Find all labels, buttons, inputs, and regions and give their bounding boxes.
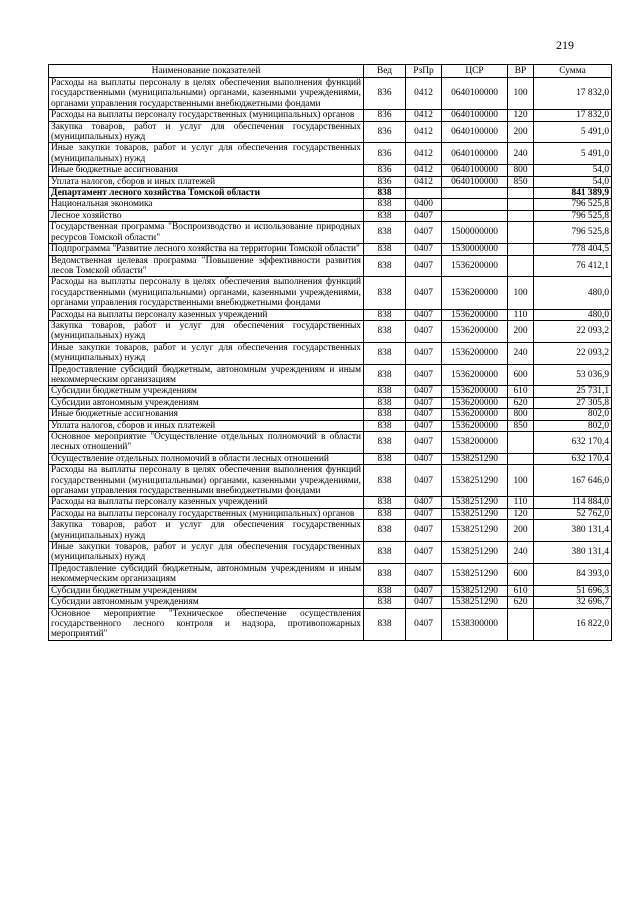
cell-name: Предоставление субсидий бюджетным, автономным учреждениям и иным некоммерческим организациям (49, 563, 364, 585)
cell-ved: 838 (364, 420, 406, 431)
cell-name: Основное мероприятие "Осуществление отдельных полномочий в области лесных отношений" (49, 432, 364, 454)
cell-csr: 1536200000 (442, 320, 508, 342)
cell-sum: 802,0 (534, 409, 612, 420)
cell-vr: 850 (508, 176, 534, 187)
cell-vr: 240 (508, 542, 534, 564)
cell-sum: 480,0 (534, 309, 612, 320)
cell-sum: 114 884,0 (534, 497, 612, 508)
table-row (49, 320, 612, 342)
table-row (49, 597, 612, 608)
cell-csr: 1500000000 (442, 222, 508, 244)
cell-ved: 838 (364, 508, 406, 519)
table-row (49, 143, 612, 165)
table-header-row (49, 65, 612, 78)
cell-csr (442, 188, 508, 199)
cell-vr: 200 (508, 520, 534, 542)
cell-csr: 1538251290 (442, 597, 508, 608)
cell-name: Расходы на выплаты персоналу государственных (муниципальных) органов (49, 508, 364, 519)
cell-sum: 778 404,5 (534, 244, 612, 255)
cell-sum: 51 696,3 (534, 585, 612, 596)
page-number: 219 (556, 38, 574, 52)
cell-ved: 838 (364, 277, 406, 309)
cell-sum: 796 525,8 (534, 222, 612, 244)
cell-sum: 17 832,0 (534, 78, 612, 110)
cell-name: Закупка товаров, работ и услуг для обеспечения государственных (муниципальных) нужд (49, 520, 364, 542)
header-vr: ВР (508, 65, 534, 78)
header-ved: Вед (364, 65, 406, 78)
cell-vr (508, 199, 534, 210)
cell-csr: 0640100000 (442, 143, 508, 165)
cell-name: Иные закупки товаров, работ и услуг для обеспечения государственных (муниципальных) нужд (49, 342, 364, 364)
cell-rzpr: 0407 (406, 542, 442, 564)
cell-vr: 200 (508, 121, 534, 143)
cell-csr: 1538251290 (442, 508, 508, 519)
cell-vr: 240 (508, 342, 534, 364)
cell-name: Национальная экономика (49, 199, 364, 210)
cell-vr: 620 (508, 397, 534, 408)
cell-sum: 76 412,1 (534, 255, 612, 277)
cell-sum: 84 393,0 (534, 563, 612, 585)
cell-sum: 5 491,0 (534, 121, 612, 143)
cell-vr: 110 (508, 309, 534, 320)
cell-name: Расходы на выплаты персоналу казенных учреждений (49, 309, 364, 320)
header-rzpr: РзПр (406, 65, 442, 78)
table-row (49, 121, 612, 143)
cell-ved: 838 (364, 210, 406, 221)
cell-csr: 1536200000 (442, 255, 508, 277)
cell-csr: 1538251290 (442, 453, 508, 464)
cell-sum: 32 696,7 (534, 597, 612, 608)
cell-rzpr: 0407 (406, 508, 442, 519)
cell-name: Расходы на выплаты персоналу казенных учреждений (49, 497, 364, 508)
cell-name: Иные закупки товаров, работ и услуг для обеспечения государственных (муниципальных) нужд (49, 542, 364, 564)
cell-vr: 100 (508, 277, 534, 309)
cell-csr (442, 199, 508, 210)
cell-rzpr: 0412 (406, 78, 442, 110)
cell-ved: 838 (364, 397, 406, 408)
cell-name: Департамент лесного хозяйства Томской области (49, 188, 364, 199)
cell-vr (508, 608, 534, 640)
cell-vr: 100 (508, 465, 534, 497)
cell-vr: 800 (508, 409, 534, 420)
cell-rzpr (406, 188, 442, 199)
cell-name: Расходы на выплаты персоналу в целях обеспечения выполнения функций государственными (муниципальными) органами, казенными учреждениями, органами управления государственными внебюджетными фондами (49, 277, 364, 309)
table-row (49, 585, 612, 596)
cell-name: Ведомственная целевая программа "Повышение эффективности развития лесов Томской области" (49, 255, 364, 277)
cell-csr: 1538251290 (442, 465, 508, 497)
cell-rzpr: 0407 (406, 420, 442, 431)
cell-rzpr: 0407 (406, 255, 442, 277)
cell-csr: 1538251290 (442, 563, 508, 585)
cell-name: Субсидии автономным учреждениям (49, 597, 364, 608)
cell-vr (508, 222, 534, 244)
cell-ved: 838 (364, 563, 406, 585)
cell-ved: 838 (364, 542, 406, 564)
cell-rzpr: 0407 (406, 597, 442, 608)
cell-vr (508, 244, 534, 255)
cell-sum: 5 491,0 (534, 143, 612, 165)
cell-rzpr: 0407 (406, 277, 442, 309)
cell-sum: 796 525,8 (534, 210, 612, 221)
cell-ved: 838 (364, 432, 406, 454)
table-row (49, 199, 612, 210)
cell-ved: 838 (364, 199, 406, 210)
table-row (49, 453, 612, 464)
table-row (49, 420, 612, 431)
cell-vr: 200 (508, 320, 534, 342)
cell-rzpr: 0407 (406, 386, 442, 397)
table-row (49, 165, 612, 176)
cell-vr: 110 (508, 497, 534, 508)
cell-ved: 838 (364, 465, 406, 497)
cell-name: Осуществление отдельных полномочий в области лесных отношений (49, 453, 364, 464)
cell-csr: 1538251290 (442, 542, 508, 564)
cell-rzpr: 0412 (406, 165, 442, 176)
cell-sum: 54,0 (534, 165, 612, 176)
cell-rzpr: 0407 (406, 432, 442, 454)
table-row (49, 110, 612, 121)
cell-sum: 22 093,2 (534, 320, 612, 342)
cell-sum: 841 389,9 (534, 188, 612, 199)
cell-name: Расходы на выплаты персоналу государственных (муниципальных) органов (49, 110, 364, 121)
cell-ved: 838 (364, 453, 406, 464)
cell-rzpr: 0407 (406, 409, 442, 420)
cell-sum: 380 131,4 (534, 520, 612, 542)
cell-vr: 240 (508, 143, 534, 165)
cell-name: Государственная программа "Воспроизводство и использование природных ресурсов Томской области" (49, 222, 364, 244)
cell-rzpr: 0407 (406, 320, 442, 342)
cell-rzpr: 0407 (406, 465, 442, 497)
cell-csr: 1538251290 (442, 585, 508, 596)
cell-name: Иные бюджетные ассигнования (49, 409, 364, 420)
cell-name: Лесное хозяйство (49, 210, 364, 221)
cell-csr: 0640100000 (442, 110, 508, 121)
cell-sum: 632 170,4 (534, 432, 612, 454)
cell-sum: 480,0 (534, 277, 612, 309)
cell-ved: 838 (364, 497, 406, 508)
cell-rzpr: 0407 (406, 585, 442, 596)
cell-vr: 620 (508, 597, 534, 608)
cell-sum: 17 832,0 (534, 110, 612, 121)
cell-name: Подпрограмма "Развитие лесного хозяйства на территории Томской области" (49, 244, 364, 255)
cell-ved: 838 (364, 364, 406, 386)
cell-csr: 1538300000 (442, 608, 508, 640)
cell-name: Субсидии автономным учреждениям (49, 397, 364, 408)
cell-sum: 796 525,8 (534, 199, 612, 210)
cell-vr: 120 (508, 508, 534, 519)
cell-vr (508, 453, 534, 464)
cell-name: Субсидии бюджетным учреждениям (49, 386, 364, 397)
cell-name: Расходы на выплаты персоналу в целях обеспечения выполнения функций государственными (муниципальными) органами, казенными учреждениями, органами управления государственными внебюджетными фондами (49, 465, 364, 497)
table-row (49, 608, 612, 640)
cell-sum: 22 093,2 (534, 342, 612, 364)
cell-ved: 838 (364, 608, 406, 640)
cell-ved: 838 (364, 244, 406, 255)
cell-sum: 167 646,0 (534, 465, 612, 497)
cell-rzpr: 0407 (406, 453, 442, 464)
cell-csr: 0640100000 (442, 165, 508, 176)
table-row (49, 563, 612, 585)
cell-ved: 836 (364, 176, 406, 187)
table-row (49, 508, 612, 519)
cell-csr (442, 210, 508, 221)
cell-sum: 54,0 (534, 176, 612, 187)
cell-vr (508, 210, 534, 221)
table-row (49, 386, 612, 397)
cell-rzpr: 0412 (406, 176, 442, 187)
cell-rzpr: 0407 (406, 210, 442, 221)
cell-csr: 1538251290 (442, 497, 508, 508)
table-row (49, 497, 612, 508)
cell-csr: 1536200000 (442, 409, 508, 420)
cell-csr: 0640100000 (442, 176, 508, 187)
cell-ved: 838 (364, 222, 406, 244)
table-row (49, 176, 612, 187)
table-row (49, 309, 612, 320)
cell-rzpr: 0407 (406, 397, 442, 408)
cell-rzpr: 0407 (406, 309, 442, 320)
cell-rzpr: 0400 (406, 199, 442, 210)
cell-sum: 16 822,0 (534, 608, 612, 640)
cell-name: Основное мероприятие "Техническое обеспечение осуществления государственного лесного контроля и надзора, противопожарных мероприятий" (49, 608, 364, 640)
cell-ved: 836 (364, 143, 406, 165)
cell-csr: 1536200000 (442, 277, 508, 309)
cell-ved: 838 (364, 597, 406, 608)
cell-csr: 1536200000 (442, 309, 508, 320)
cell-csr: 0640100000 (442, 78, 508, 110)
cell-csr: 1530000000 (442, 244, 508, 255)
table-row (49, 465, 612, 497)
cell-sum: 632 170,4 (534, 453, 612, 464)
cell-rzpr: 0407 (406, 244, 442, 255)
header-name: Наименование показателей (49, 65, 364, 78)
cell-rzpr: 0407 (406, 497, 442, 508)
cell-vr: 100 (508, 78, 534, 110)
cell-ved: 838 (364, 309, 406, 320)
cell-name: Уплата налогов, сборов и иных платежей (49, 176, 364, 187)
cell-vr: 600 (508, 563, 534, 585)
table-row (49, 342, 612, 364)
cell-csr: 1538200000 (442, 432, 508, 454)
table-row (49, 78, 612, 110)
cell-vr (508, 255, 534, 277)
cell-sum: 380 131,4 (534, 542, 612, 564)
table-row (49, 432, 612, 454)
cell-rzpr: 0407 (406, 563, 442, 585)
cell-ved: 836 (364, 165, 406, 176)
table-row (49, 520, 612, 542)
cell-ved: 838 (364, 585, 406, 596)
cell-csr: 1536200000 (442, 342, 508, 364)
cell-rzpr: 0412 (406, 110, 442, 121)
cell-ved: 838 (364, 520, 406, 542)
cell-csr: 0640100000 (442, 121, 508, 143)
cell-ved: 836 (364, 78, 406, 110)
table-row (49, 255, 612, 277)
budget-table (48, 64, 612, 641)
cell-sum: 25 731,1 (534, 386, 612, 397)
table-row (49, 210, 612, 221)
cell-rzpr: 0412 (406, 143, 442, 165)
cell-name: Уплата налогов, сборов и иных платежей (49, 420, 364, 431)
cell-csr: 1536200000 (442, 386, 508, 397)
cell-rzpr: 0407 (406, 608, 442, 640)
cell-rzpr: 0412 (406, 121, 442, 143)
table-row (49, 364, 612, 386)
cell-ved: 838 (364, 386, 406, 397)
cell-rzpr: 0407 (406, 342, 442, 364)
cell-vr: 800 (508, 165, 534, 176)
table-row (49, 409, 612, 420)
cell-csr: 1536200000 (442, 364, 508, 386)
cell-sum: 53 036,9 (534, 364, 612, 386)
cell-sum: 52 762,0 (534, 508, 612, 519)
cell-ved: 838 (364, 409, 406, 420)
cell-ved: 836 (364, 121, 406, 143)
cell-ved: 838 (364, 320, 406, 342)
table-row (49, 244, 612, 255)
cell-csr: 1536200000 (442, 397, 508, 408)
table-row (49, 222, 612, 244)
cell-name: Субсидии бюджетным учреждениям (49, 585, 364, 596)
header-csr: ЦСР (442, 65, 508, 78)
cell-vr: 120 (508, 110, 534, 121)
cell-ved: 836 (364, 110, 406, 121)
table-row (49, 188, 612, 199)
cell-rzpr: 0407 (406, 364, 442, 386)
cell-sum: 802,0 (534, 420, 612, 431)
cell-vr: 850 (508, 420, 534, 431)
table-row (49, 277, 612, 309)
cell-vr: 610 (508, 386, 534, 397)
cell-name: Иные закупки товаров, работ и услуг для обеспечения государственных (муниципальных) нужд (49, 143, 364, 165)
cell-vr (508, 432, 534, 454)
cell-ved: 838 (364, 342, 406, 364)
cell-sum: 27 305,8 (534, 397, 612, 408)
cell-name: Иные бюджетные ассигнования (49, 165, 364, 176)
cell-rzpr: 0407 (406, 520, 442, 542)
cell-csr: 1536200000 (442, 420, 508, 431)
header-sum: Сумма (534, 65, 612, 78)
cell-name: Закупка товаров, работ и услуг для обеспечения государственных (муниципальных) нужд (49, 121, 364, 143)
cell-name: Закупка товаров, работ и услуг для обеспечения государственных (муниципальных) нужд (49, 320, 364, 342)
cell-vr (508, 188, 534, 199)
cell-rzpr: 0407 (406, 222, 442, 244)
cell-name: Предоставление субсидий бюджетным, автономным учреждениям и иным некоммерческим организациям (49, 364, 364, 386)
cell-vr: 600 (508, 364, 534, 386)
cell-ved: 838 (364, 255, 406, 277)
table-row (49, 542, 612, 564)
cell-vr: 610 (508, 585, 534, 596)
cell-csr: 1538251290 (442, 520, 508, 542)
table-row (49, 397, 612, 408)
cell-ved: 838 (364, 188, 406, 199)
cell-name: Расходы на выплаты персоналу в целях обеспечения выполнения функций государственными (муниципальными) органами, казенными учреждениями, органами управления государственными внебюджетными фондами (49, 78, 364, 110)
